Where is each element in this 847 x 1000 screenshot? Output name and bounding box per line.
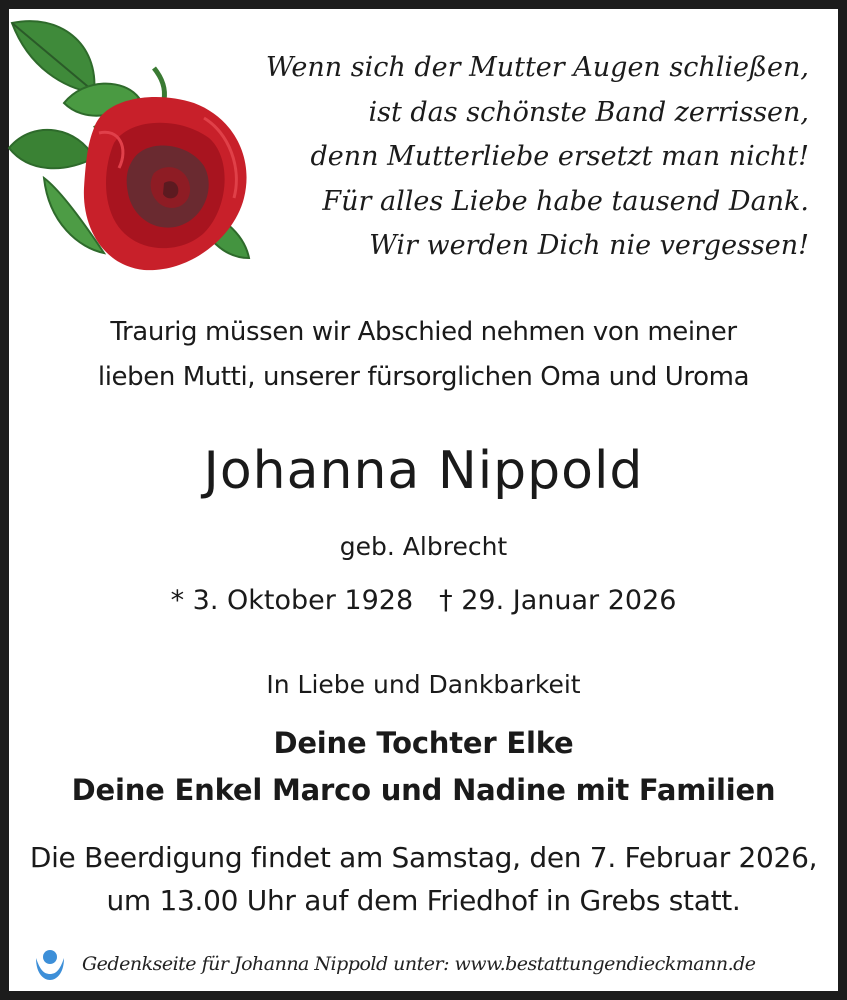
intro-line: lieben Mutti, unserer fürsorglichen Oma und Uroma — [97, 362, 750, 392]
poem-line: Für alles Liebe habe tausend Dank. — [322, 185, 809, 217]
life-dates — [9, 580, 838, 622]
poem — [266, 46, 809, 269]
poem-line: Wenn sich der Mutter Augen schließen, — [265, 52, 809, 83]
mourner-line: Deine Enkel Marco und Nadine mit Familien — [71, 773, 776, 807]
intro-text — [9, 310, 838, 400]
mourner-line: Deine Tochter Elke — [273, 726, 574, 760]
death-date: † 29. Januar 2026 — [439, 585, 677, 616]
funeral-line: um 13.00 Uhr auf dem Friedhof in Grebs statt. — [106, 884, 741, 917]
funeral-line: Die Beerdigung findet am Samstag, den 7. Februar 2026, — [29, 841, 818, 874]
funeral-info — [9, 836, 838, 922]
memorial-page-footer[interactable] — [30, 944, 756, 984]
mourners-intro: In Liebe und Dankbarkeit — [266, 670, 581, 699]
red-rose-icon — [4, 8, 254, 283]
birth-name: geb. Albrecht — [339, 532, 508, 561]
poem-line: ist das schönste Band zerrissen, — [368, 96, 809, 128]
deceased-name: Johanna Nippold — [203, 441, 644, 501]
memorial-logo-icon — [30, 944, 70, 984]
poem-line: denn Mutterliebe ersetzt man nicht! — [310, 141, 809, 172]
poem-line: Wir werden Dich nie vergessen! — [369, 230, 809, 261]
intro-line: Traurig müssen wir Abschied nehmen von meiner — [110, 317, 737, 347]
birth-date: * 3. Oktober 1928 — [170, 585, 414, 616]
mourners — [9, 720, 838, 814]
memorial-page-link[interactable]: Gedenkseite für Johanna Nippold unter: www.bestattungendieckmann.de — [82, 953, 756, 975]
